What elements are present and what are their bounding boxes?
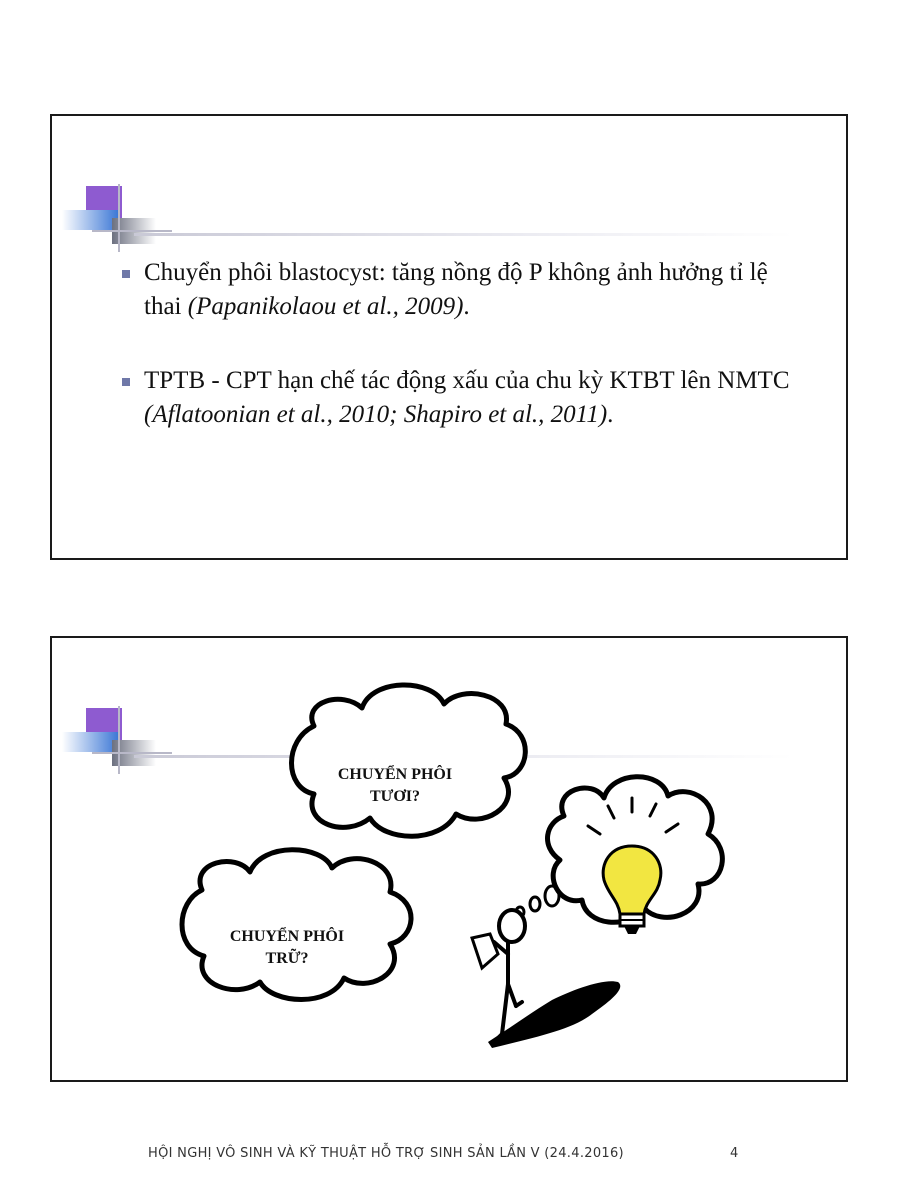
bullet-text: Chuyển phôi blastocyst: tăng nồng độ P không ảnh hưởng tỉ lệ thai — [144, 259, 768, 320]
cloud-top-line1: CHUYỂN PHÔI — [337, 766, 453, 783]
page-number: 4 — [730, 1146, 739, 1161]
bullet-tail: . — [607, 401, 614, 428]
thought-dot-medium — [530, 897, 540, 911]
cloud-bottom-line2: TRỮ? — [265, 950, 309, 967]
bullet-citation: (Aflatoonian et al., 2010; Shapiro et al., 2011) — [144, 401, 608, 428]
cloud-top-shape — [292, 685, 526, 836]
stick-figure — [472, 910, 525, 1040]
bullet-square-icon — [122, 378, 130, 386]
cloud-top-label — [320, 764, 470, 808]
cloud-bottom-line1: CHUYỂN PHÔI — [229, 928, 345, 945]
thinking-cartoon — [52, 638, 848, 1082]
corner-decoration — [62, 184, 172, 256]
cloud-top-line2: TƯƠI? — [369, 788, 421, 805]
bullet-item — [122, 364, 802, 432]
bullet-item — [122, 256, 802, 324]
bullet-citation: (Papanikolaou et al., 2009) — [187, 293, 464, 320]
bullet-square-icon — [122, 270, 130, 278]
footer-conference-title: HỘI NGHỊ VÔ SINH VÀ KỸ THUẬT HỖ TRỢ SINH SẢN LẦN V (24.4.2016) — [148, 1146, 624, 1161]
header-rule — [134, 233, 794, 236]
cloud-bottom-label — [212, 926, 362, 970]
slide-1 — [50, 114, 848, 560]
cloud-bottom-shape — [182, 850, 411, 1000]
bullet-list — [122, 256, 802, 472]
bullet-tail: . — [463, 293, 470, 320]
bullet-text: TPTB - CPT hạn chế tác động xấu của chu kỳ KTBT lên NMTC — [144, 367, 790, 394]
thought-dot-large — [545, 886, 559, 906]
slide-2 — [50, 636, 848, 1082]
